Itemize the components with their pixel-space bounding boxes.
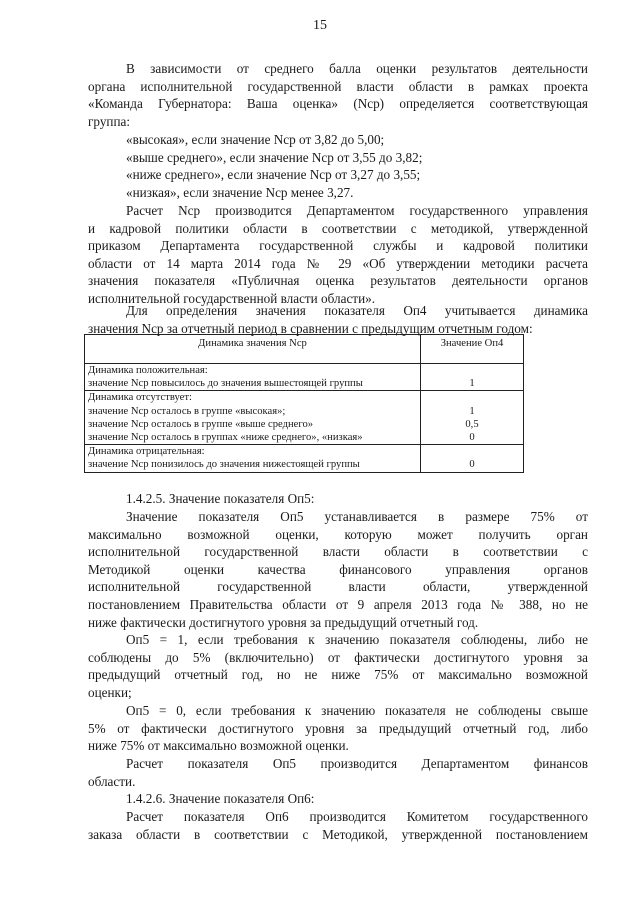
paragraph-op5-value bbox=[88, 508, 588, 631]
paragraph-group-dependency bbox=[88, 60, 588, 130]
paragraph-calculation bbox=[88, 202, 588, 308]
text-line: Оп5 = 0, если требования к значению показателя не соблюдены свыше bbox=[126, 703, 588, 718]
text-line: и кадровой политики области в соответствии с методикой, утвержденной bbox=[88, 220, 588, 236]
text-line: органа исполнительной государственной власти области в рамках проекта bbox=[88, 78, 588, 94]
text-line: заказа области в соответствии с Методикой, утвержденной постановлением bbox=[88, 826, 588, 842]
text-line: 5% от фактически достигнутого уровня за предыдущий отчетный год, либо bbox=[88, 720, 588, 736]
section-heading-op5: 1.4.2.5. Значение показателя Оп5: bbox=[126, 491, 315, 506]
text-line: области. bbox=[88, 773, 136, 789]
text-line: Оп5 = 1, если требования к значению показателя соблюдены, либо не bbox=[126, 632, 588, 647]
list-item: «высокая», если значение Nср от 3,82 до 5,00; bbox=[126, 132, 385, 147]
text-line: Для определения значения показателя Оп4 учитывается динамика bbox=[126, 303, 588, 318]
dynamics-table bbox=[84, 334, 524, 473]
text-line: предыдущий отчетный год, но не ниже 75% от максимально возможной bbox=[88, 667, 588, 683]
column-header: Значение Оп4 bbox=[421, 335, 524, 364]
text-line: Методикой оценки качества финансового управления органов bbox=[88, 561, 588, 577]
text-line: «Команда Губернатора: Ваша оценка» (Nср) определяется соответствующая bbox=[88, 96, 588, 112]
text-line: постановлением Правительства области от 9 апреля 2013 года № 388, но не bbox=[88, 596, 588, 612]
table-cell: 1 bbox=[421, 364, 524, 391]
text-line: Расчет Nср производится Департаментом государственного управления bbox=[126, 203, 588, 218]
group-list bbox=[126, 131, 626, 201]
paragraph-op6 bbox=[88, 808, 588, 843]
list-item: «выше среднего», если значение Nср от 3,55 до 3,82; bbox=[126, 149, 423, 165]
table-row bbox=[85, 391, 524, 445]
text-line: значения Nср за отчетный период в сравнении с предыдущим отчетным годом: bbox=[88, 320, 533, 336]
text-line: ниже фактически достигнутого уровня за предыдущий отчетный год. bbox=[88, 614, 479, 630]
text-line: значения показателя «Публичная оценка результатов деятельности органов bbox=[88, 273, 588, 289]
paragraph-op4 bbox=[88, 302, 588, 337]
paragraph-op5-calc bbox=[88, 755, 588, 790]
table-cell: 1 0,5 0 bbox=[421, 391, 524, 445]
table-header-row bbox=[85, 335, 524, 364]
table-cell: 0 bbox=[421, 445, 524, 472]
text-line: Значение показателя Оп5 устанавливается в размере 75% от bbox=[126, 509, 588, 524]
paragraph-op5-zero bbox=[88, 702, 588, 755]
table-cell: Динамика положительная: значение Nср повысилось до значения вышестоящей группы bbox=[85, 364, 421, 391]
text-line: приказом Департамента государственной службы и кадровой политики bbox=[88, 238, 588, 254]
table-cell: Динамика отрицательная: значение Nср понизилось до значения нижестоящей группы bbox=[85, 445, 421, 472]
text-line: максимально возможной оценки, которую может получить орган bbox=[88, 526, 588, 542]
list-item: «ниже среднего», если значение Nср от 3,27 до 3,55; bbox=[126, 167, 421, 183]
table-row bbox=[85, 445, 524, 472]
section-heading-op6: 1.4.2.6. Значение показателя Оп6: bbox=[126, 791, 315, 806]
text-line: исполнительной государственной власти области в соответствии с bbox=[88, 544, 588, 560]
paragraph-op5-one bbox=[88, 631, 588, 701]
table-row bbox=[85, 364, 524, 391]
text-line: В зависимости от среднего балла оценки результатов деятельности bbox=[126, 61, 588, 76]
text-line: области от 14 марта 2014 года № 29 «Об утверждении методики расчета bbox=[88, 255, 588, 271]
text-line: Расчет показателя Оп6 производится Комитетом государственного bbox=[126, 809, 588, 824]
text-line: соблюдены до 5% (включительно) от фактически достигнутого уровня за bbox=[88, 649, 588, 665]
text-line: Расчет показателя Оп5 производится Департаментом финансов bbox=[126, 756, 588, 771]
text-line: исполнительной государственной власти области». bbox=[88, 290, 376, 306]
page-number: 15 bbox=[313, 18, 327, 33]
text-line: оценки; bbox=[88, 684, 132, 700]
text-line: ниже 75% от максимально возможной оценки. bbox=[88, 738, 349, 754]
column-header: Динамика значения Nср bbox=[85, 335, 421, 364]
table-cell: Динамика отсутствует: значение Nср осталось в группе «высокая»; значение Nср осталось в группе «выше среднего» значение Nср осталось в группах «ниже среднего», «низкая» bbox=[85, 391, 421, 445]
text-line: группа: bbox=[88, 113, 131, 129]
list-item: «низкая», если значение Nср менее 3,27. bbox=[126, 184, 354, 200]
text-line: исполнительной государственной власти области, утвержденной bbox=[88, 579, 588, 595]
